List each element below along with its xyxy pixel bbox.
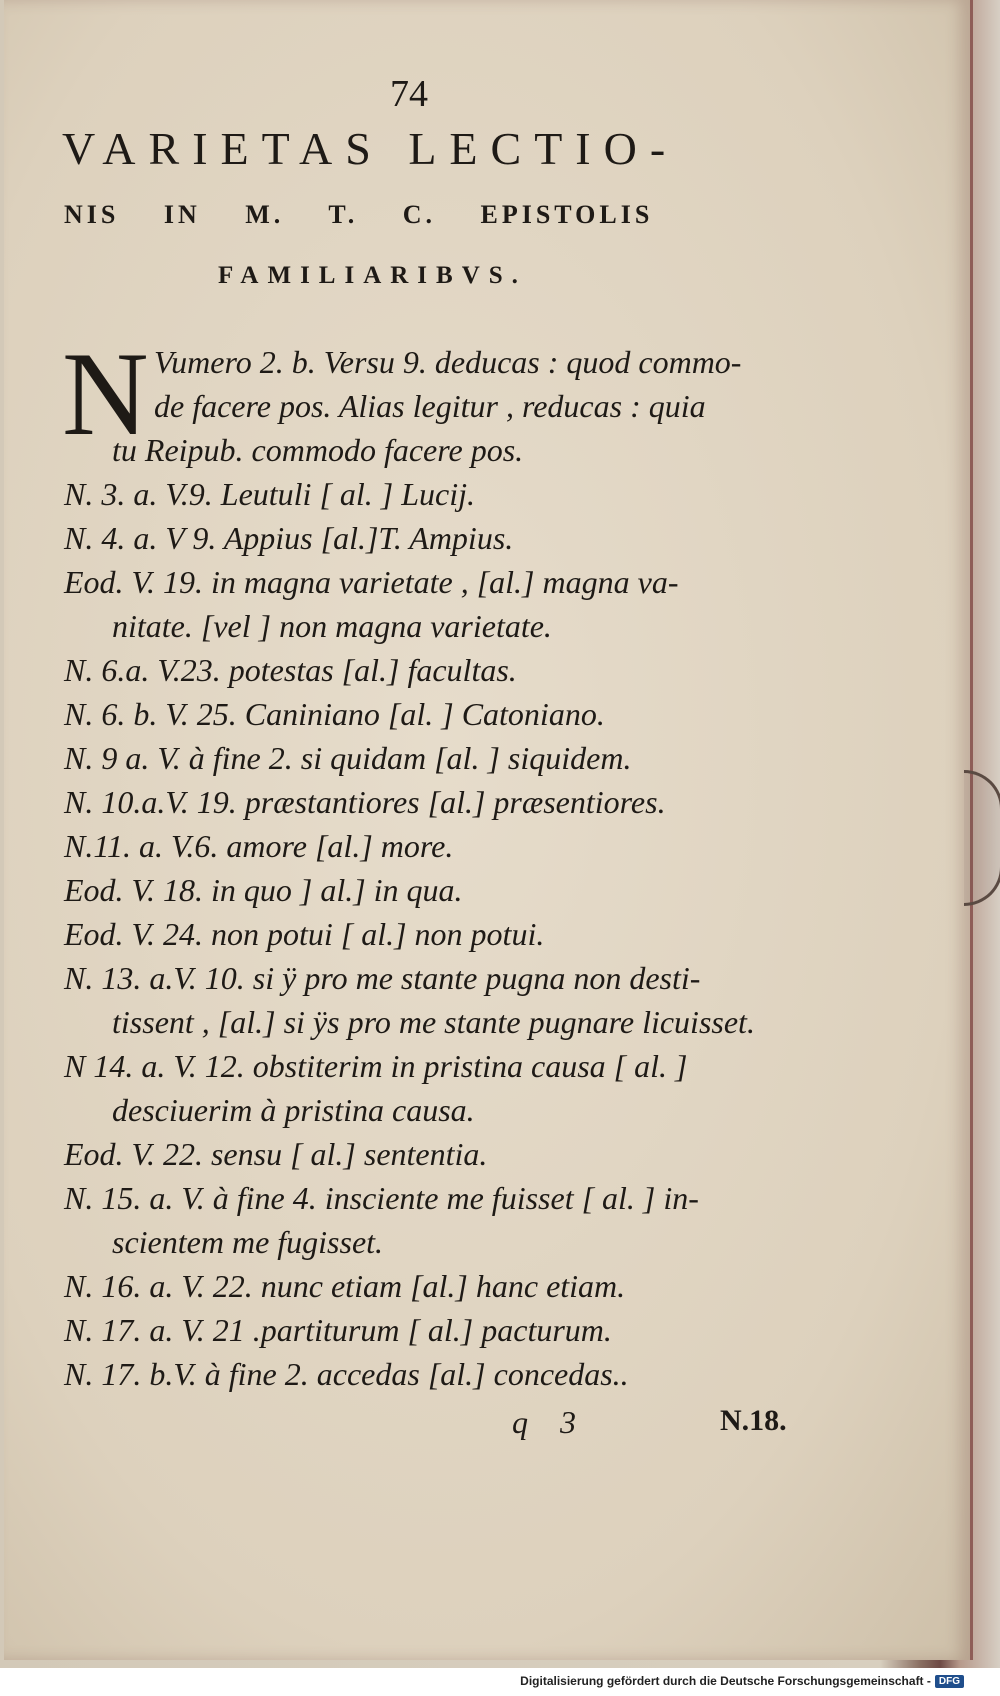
text-line: Eod. V. 18. in quo ] al.] in qua.	[64, 872, 463, 908]
text-line: nitate. [vel ] non magna varietate.	[112, 608, 552, 644]
title-line-2: NIS IN M. T. C. EPISTOLIS	[64, 200, 654, 229]
text-line: N. 17. a. V. 21 .partiturum [ al.] pacturum.	[64, 1312, 612, 1348]
text-line: N 14. a. V. 12. obstiterim in pristina causa [ al. ]	[64, 1048, 688, 1084]
signature-mark: q 3	[512, 1404, 588, 1440]
footer-text: Digitalisierung gefördert durch die Deutsche Forschungsgemeinschaft -	[520, 1674, 931, 1688]
drop-cap: N	[62, 327, 149, 460]
text-line: N. 13. a.V. 10. si ÿ pro me stante pugna non desti-	[64, 960, 701, 996]
text-line: scientem me fugisset.	[112, 1224, 384, 1260]
text-line: Eod. V. 22. sensu [ al.] sententia.	[64, 1136, 488, 1172]
text-line: desciuerim à pristina causa.	[112, 1092, 475, 1128]
text-line: N. 10.a.V. 19. præstantiores [al.] præsentiores.	[64, 784, 666, 820]
title-line-1: VARIETAS LECTIO-	[62, 123, 679, 174]
page-number: 74	[390, 73, 428, 115]
text-line: tissent , [al.] si ÿs pro me stante pugnare licuisset.	[112, 1004, 755, 1040]
text-line: N. 9 a. V. à fine 2. si quidam [al. ] siquidem.	[64, 740, 632, 776]
dfg-logo-icon: DFG	[935, 1675, 964, 1688]
text-line: N. 3. a. V.9. Leutuli [ al. ] Lucij.	[64, 476, 476, 512]
catchword: N.18.	[720, 1404, 787, 1437]
footer-credit	[520, 1674, 964, 1688]
text-line: Eod. V. 19. in magna varietate , [al.] magna va-	[64, 564, 679, 600]
text-line: tu Reipub. commodo facere pos.	[112, 432, 524, 468]
text-body	[64, 340, 804, 1396]
text-line: N. 6.a. V.23. potestas [al.] facultas.	[64, 652, 517, 688]
text-line: Vumero 2. b. Versu 9. deducas : quod commo-	[154, 344, 742, 380]
text-line: N. 6. b. V. 25. Caniniano [al. ] Catoniano.	[64, 696, 605, 732]
text-line: N. 17. b.V. à fine 2. accedas [al.] concedas..	[64, 1356, 629, 1392]
text-line: N. 16. a. V. 22. nunc etiam [al.] hanc etiam.	[64, 1268, 626, 1304]
text-line: N. 15. a. V. à fine 4. insciente me fuisset [ al. ] in-	[64, 1180, 699, 1216]
text-line: Eod. V. 24. non potui [ al.] non potui.	[64, 916, 545, 952]
text-line: N.11. a. V.6. amore [al.] more.	[64, 828, 454, 864]
title-line-3: FAMILIARIBVS.	[218, 262, 527, 289]
book-clasp	[964, 770, 1000, 906]
text-line: de facere pos. Alias legitur , reducas : quia	[154, 388, 706, 424]
text-line: N. 4. a. V 9. Appius [al.]T. Ampius.	[64, 520, 514, 556]
